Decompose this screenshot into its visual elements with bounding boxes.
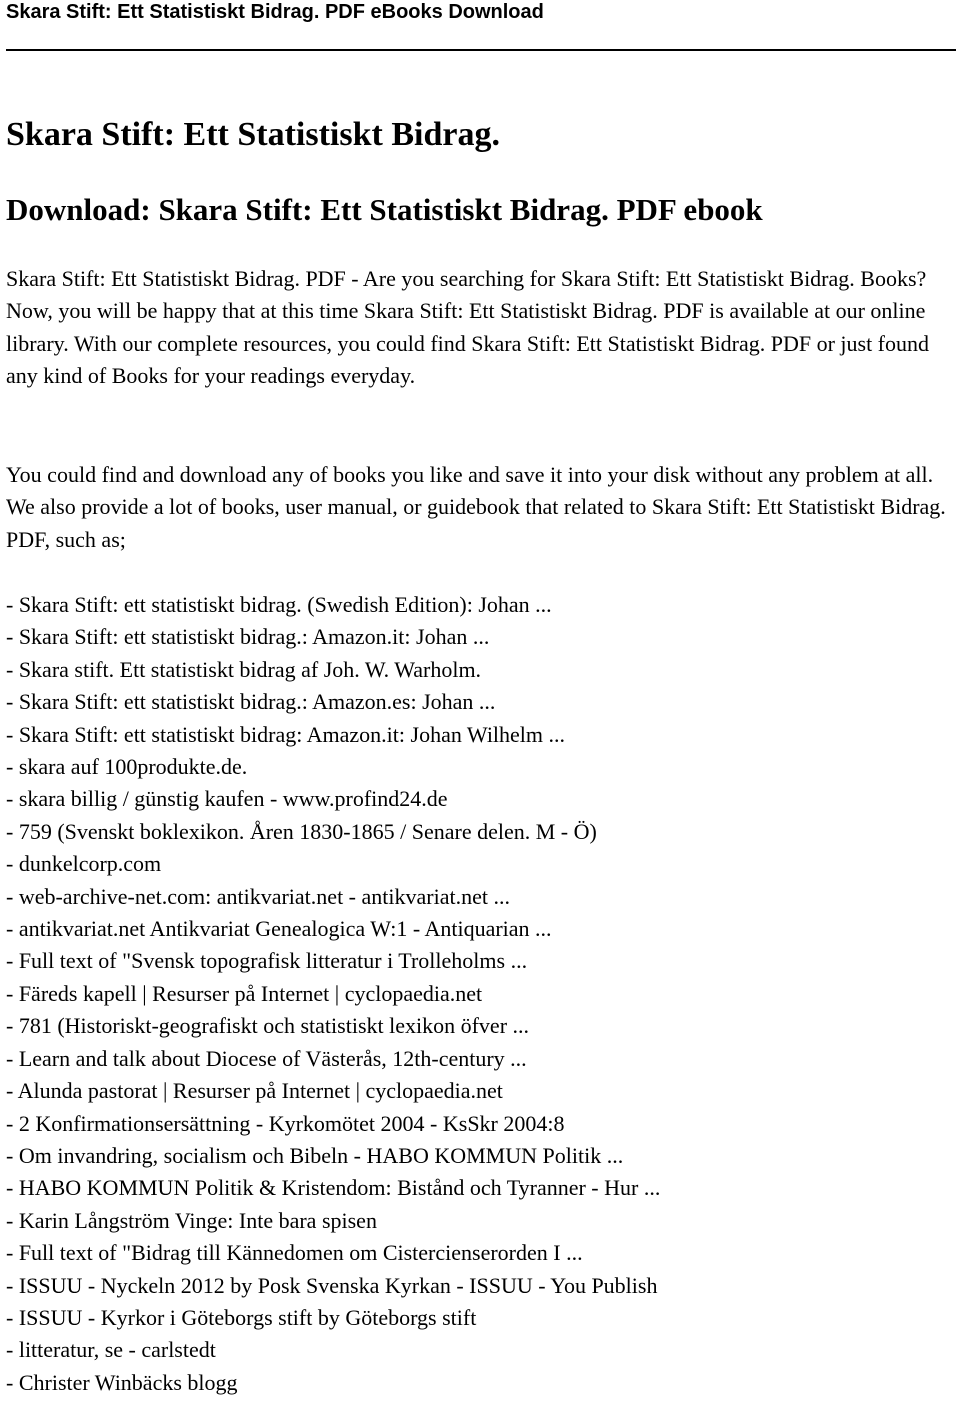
reference-item: - dunkelcorp.com: [6, 851, 162, 877]
reference-item: - web-archive-net.com: antikvariat.net - antikvariat.net ...: [6, 883, 510, 909]
description-paragraph: You could find and download any of books you like and save it into your disk without any problem at all. We also provide a lot of books, user manual, or guidebook that related to Skara Stift: Ett Statistiskt Bidrag. PDF, such as;: [6, 462, 946, 552]
reference-item: - Christer Winbäcks blogg: [6, 1369, 238, 1395]
reference-item: - Full text of "Bidrag till Kännedomen om Cistercienserorden I ...: [6, 1240, 583, 1266]
page-header-title: Skara Stift: Ett Statistiskt Bidrag. PDF eBooks Download: [6, 1, 544, 23]
reference-item: - skara auf 100produkte.de.: [6, 754, 248, 780]
reference-item: - ISSUU - Nyckeln 2012 by Posk Svenska Kyrkan - ISSUU - You Publish: [6, 1272, 658, 1298]
reference-item: - Learn and talk about Diocese of Västerås, 12th-century ...: [6, 1045, 527, 1071]
reference-list: [6, 589, 956, 1399]
reference-item: - Karin Långström Vinge: Inte bara spisen: [6, 1207, 377, 1233]
reference-item: - 759 (Svenskt boklexikon. Åren 1830-1865 / Senare delen. M - Ö): [6, 818, 597, 844]
reference-item: - HABO KOMMUN Politik & Kristendom: Bistånd och Tyranner - Hur ...: [6, 1175, 661, 1201]
reference-item: - Skara Stift: ett statistiskt bidrag.: Amazon.es: Johan ...: [6, 689, 496, 715]
reference-item: - Skara Stift: ett statistiskt bidrag.: Amazon.it: Johan ...: [6, 624, 490, 650]
reference-item: - litteratur, se - carlstedt: [6, 1337, 216, 1363]
reference-item: - Skara Stift: ett statistiskt bidrag: Amazon.it: Johan Wilhelm ...: [6, 721, 566, 747]
reference-item: - skara billig / günstig kaufen - www.profind24.de: [6, 786, 448, 812]
reference-item: - Alunda pastorat | Resurser på Internet | cyclopaedia.net: [6, 1078, 503, 1104]
reference-item: - 2 Konfirmationsersättning - Kyrkomötet 2004 - KsSkr 2004:8: [6, 1110, 565, 1136]
reference-item: - antikvariat.net Antikvariat Genealogica W:1 - Antiquarian ...: [6, 916, 552, 942]
reference-item: - Om invandring, socialism och Bibeln - HABO KOMMUN Politik ...: [6, 1142, 624, 1168]
reference-item: - Full text of "Svensk topografisk litteratur i Trolleholms ...: [6, 948, 528, 974]
reference-item: - 781 (Historiskt-geografiskt och statistiskt lexikon öfver ...: [6, 1013, 530, 1039]
reference-item: - Skara Stift: ett statistiskt bidrag. (Swedish Edition): Johan ...: [6, 592, 552, 617]
intro-paragraph: Skara Stift: Ett Statistiskt Bidrag. PDF - Are you searching for Skara Stift: Ett Statistiskt Bidrag. Books? Now, you will be happy that at this time Skara Stift: Ett Statistiskt Bidrag. PDF is available at our online library. With our complete resources, you could find Skara Stift: Ett Statistiskt Bidrag. PDF or just found any kind of Books for your readings everyday.: [6, 266, 930, 389]
reference-item: - Färeds kapell | Resurser på Internet | cyclopaedia.net: [6, 980, 483, 1006]
reference-item: - Skara stift. Ett statistiskt bidrag af Joh. W. Warholm.: [6, 656, 482, 682]
reference-item: - ISSUU - Kyrkor i Göteborgs stift by Göteborgs stift: [6, 1304, 477, 1330]
document-title: Skara Stift: Ett Statistiskt Bidrag.: [6, 116, 500, 153]
header-divider: [6, 49, 956, 51]
download-heading: Download: Skara Stift: Ett Statistiskt Bidrag. PDF ebook: [6, 192, 763, 227]
